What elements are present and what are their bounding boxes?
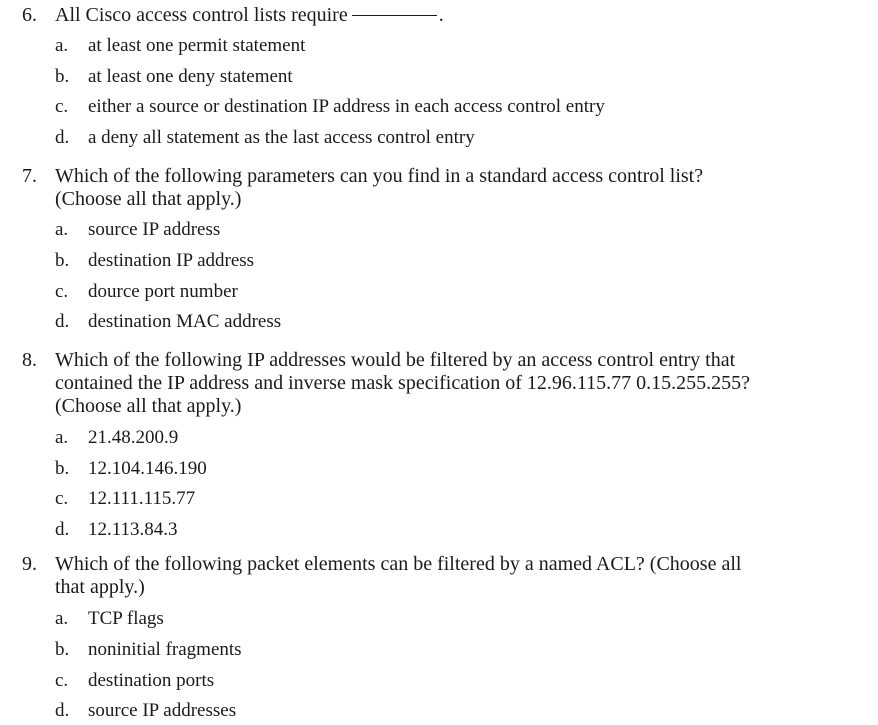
question-suffix: .: [438, 4, 444, 26]
option-text: destination ports: [88, 670, 215, 691]
option-text: at least one deny statement: [88, 66, 293, 87]
option-text: noninitial fragments: [88, 639, 242, 660]
option-8b: [0, 457, 878, 481]
option-letter: d.: [55, 127, 70, 148]
question-text: Which of the following IP addresses would be filtered by an access control entry that contained the IP address and inverse mask specification of 12.96.115.77 0.15.255.255? (Choose all that apply.): [55, 349, 751, 417]
option-letter: a.: [55, 608, 69, 629]
option-6a: [0, 34, 878, 58]
option-7b: [0, 249, 878, 273]
option-text: destination MAC address: [88, 311, 282, 332]
option-letter: b.: [55, 458, 70, 479]
answer-blank: [352, 15, 437, 16]
option-text: source IP addresses: [88, 700, 237, 721]
option-letter: c.: [55, 96, 69, 117]
option-text: TCP flags: [88, 608, 164, 629]
question-number: 9.: [22, 553, 37, 575]
option-9d: [0, 699, 878, 723]
question-stem: All Cisco access control lists require: [55, 4, 348, 26]
option-6d: [0, 126, 878, 150]
option-text: dource port number: [88, 281, 238, 302]
option-letter: d.: [55, 311, 70, 332]
option-9b: [0, 638, 878, 662]
option-7c: [0, 280, 878, 304]
option-8a: [0, 426, 878, 450]
option-7d: [0, 310, 878, 334]
option-letter: d.: [55, 519, 70, 540]
option-letter: c.: [55, 488, 69, 509]
option-8d: [0, 518, 878, 542]
option-letter: d.: [55, 700, 70, 721]
option-6b: [0, 65, 878, 89]
question-text: [55, 4, 855, 27]
option-text: at least one permit statement: [88, 35, 306, 56]
option-letter: b.: [55, 66, 70, 87]
option-7a: [0, 218, 878, 242]
question-number: 8.: [22, 349, 37, 371]
option-letter: c.: [55, 281, 69, 302]
option-text: source IP address: [88, 219, 221, 240]
option-letter: b.: [55, 250, 70, 271]
question-text: Which of the following parameters can you find in a standard access control list? (Choose all that apply.): [55, 165, 704, 210]
option-letter: a.: [55, 35, 69, 56]
option-text: 12.113.84.3: [88, 519, 178, 540]
option-text: either a source or destination IP address in each access control entry: [88, 96, 605, 117]
question-number: 6.: [22, 4, 37, 26]
option-6c: [0, 95, 878, 119]
option-text: 21.48.200.9: [88, 427, 179, 448]
option-8c: [0, 487, 878, 511]
question-number: 7.: [22, 165, 37, 187]
option-text: destination IP address: [88, 250, 255, 271]
option-letter: a.: [55, 427, 69, 448]
option-letter: c.: [55, 670, 69, 691]
option-letter: a.: [55, 219, 69, 240]
question-text: Which of the following packet elements can be filtered by a named ACL? (Choose all that apply.): [55, 553, 742, 598]
option-9a: [0, 607, 878, 631]
option-text: 12.104.146.190: [88, 458, 207, 479]
option-9c: [0, 669, 878, 693]
option-text: a deny all statement as the last access control entry: [88, 127, 475, 148]
option-text: 12.111.115.77: [88, 488, 196, 509]
option-letter: b.: [55, 639, 70, 660]
